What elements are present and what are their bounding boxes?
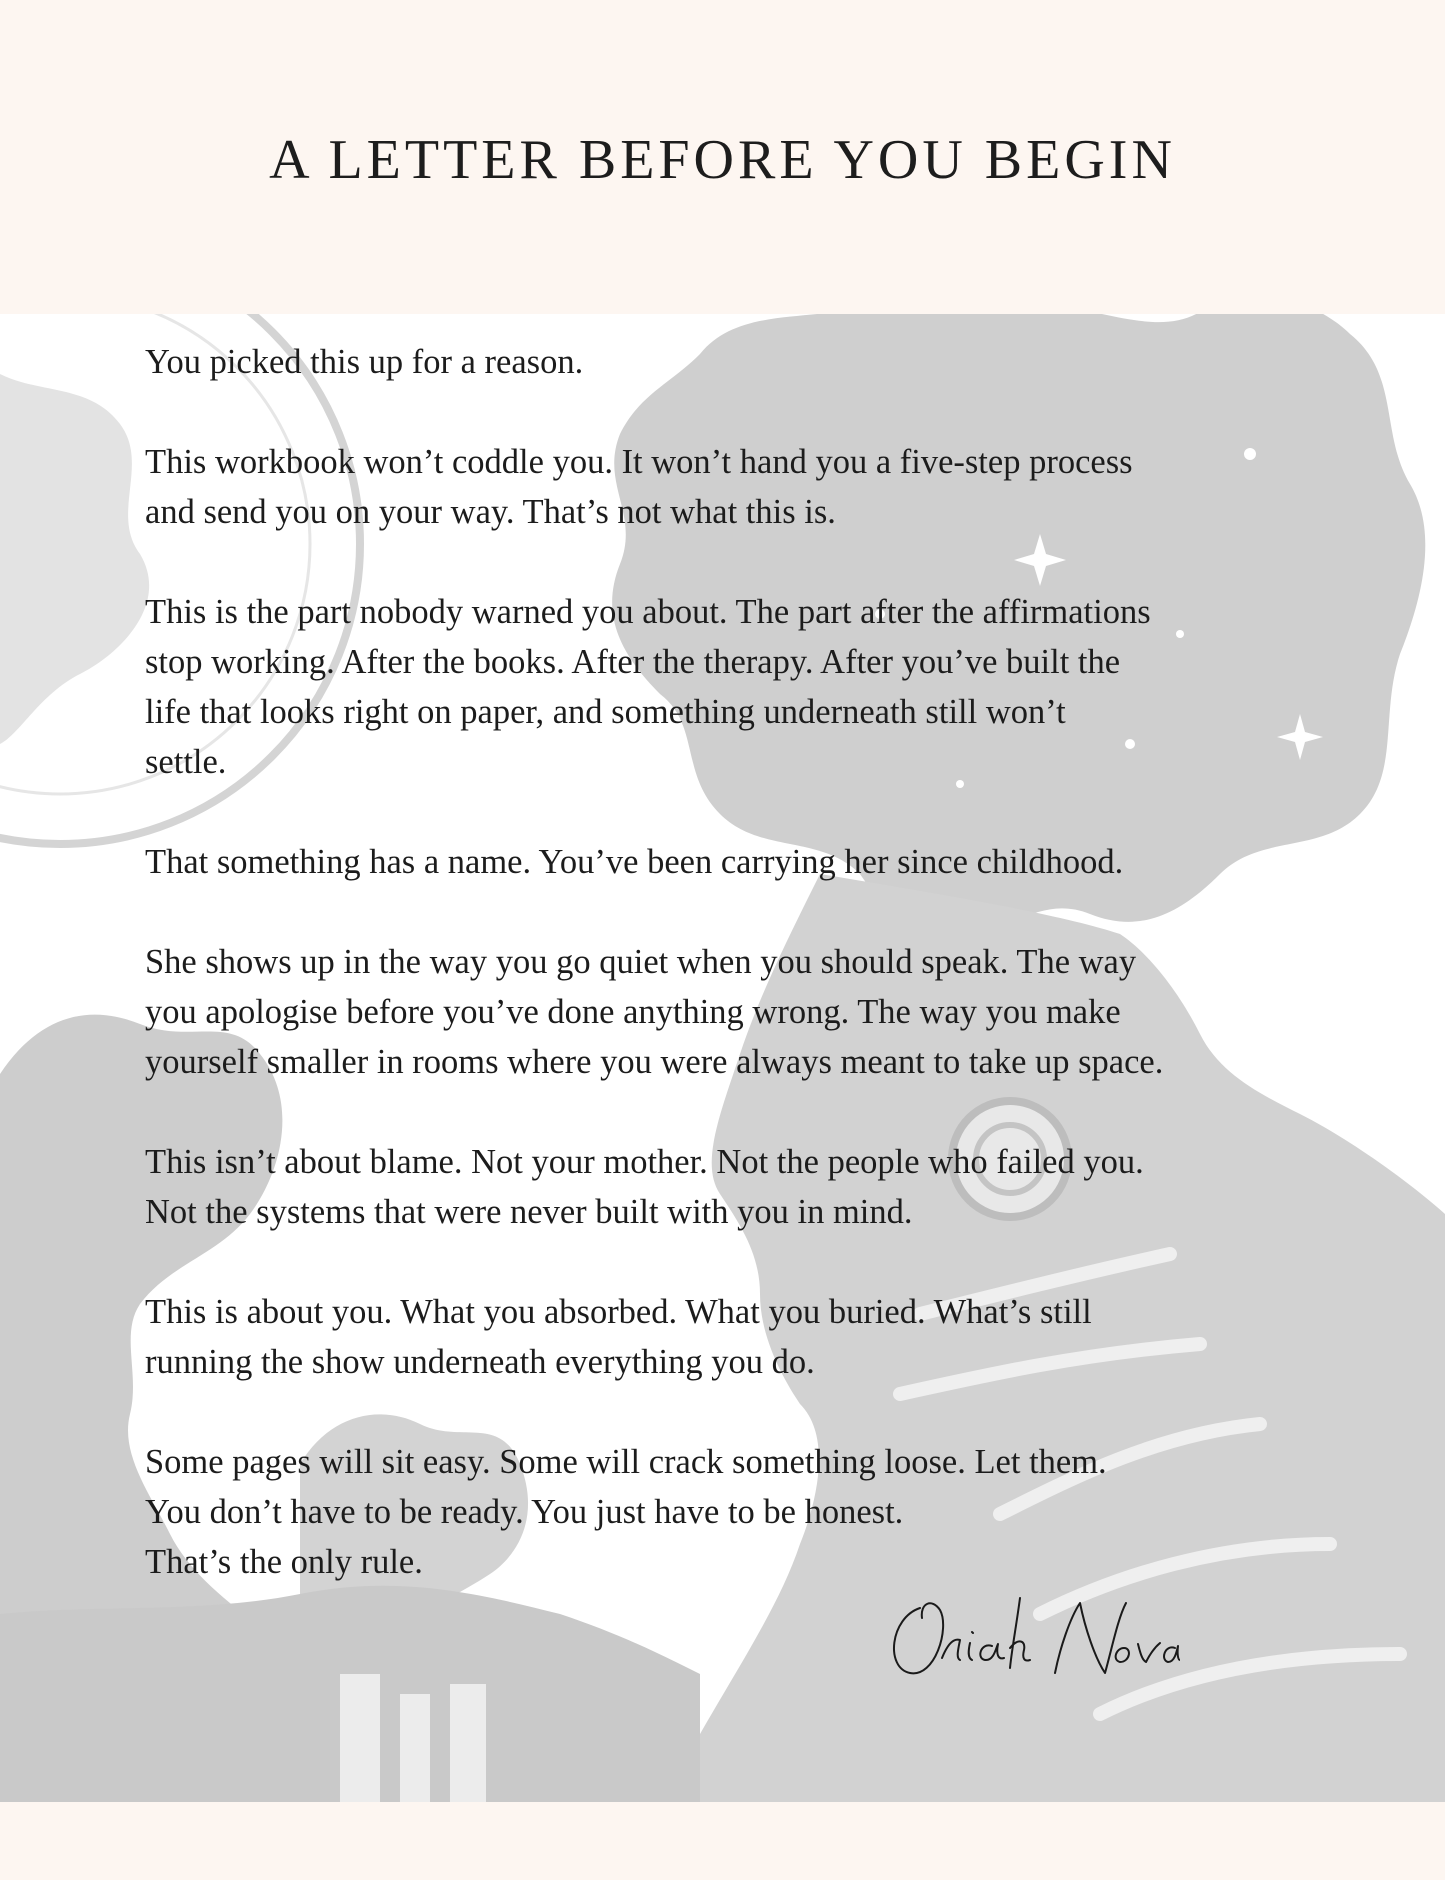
paragraph-8: Some pages will sit easy. Some will crack something loose. Let them. You don’t have to be ready. You just have to be honest. That’s the only rule. — [145, 1443, 1107, 1581]
letter-body — [145, 337, 1325, 1587]
paragraph-3: This is the part nobody warned you about. The part after the affirmations stop working. After the books. After the therapy. After you’ve built the life that looks right on paper, and something underneath still won’t settle. — [145, 593, 1151, 781]
footer-band — [0, 1802, 1445, 1880]
paragraph-4: That something has a name. You’ve been carrying her since childhood. — [145, 843, 1124, 881]
page-title: A LETTER BEFORE YOU BEGIN — [269, 129, 1176, 191]
paragraph-1: You picked this up for a reason. — [145, 343, 584, 381]
paragraph-7: This is about you. What you absorbed. What you buried. What’s still running the show underneath everything you do. — [145, 1293, 1092, 1381]
paragraph-6: This isn’t about blame. Not your mother. Not the people who failed you. Not the systems that were never built with you in mind. — [145, 1143, 1144, 1231]
paragraph-2: This workbook won’t coddle you. It won’t hand you a five-step process and send you on your way. That’s not what this is. — [145, 443, 1133, 531]
paragraph-5: She shows up in the way you go quiet when you should speak. The way you apologise before you’ve done anything wrong. The way you make yourself smaller in rooms where you were always meant to take up space. — [145, 943, 1164, 1081]
globe-continent — [0, 374, 149, 744]
signature-oriah-nova — [880, 1588, 1180, 1688]
